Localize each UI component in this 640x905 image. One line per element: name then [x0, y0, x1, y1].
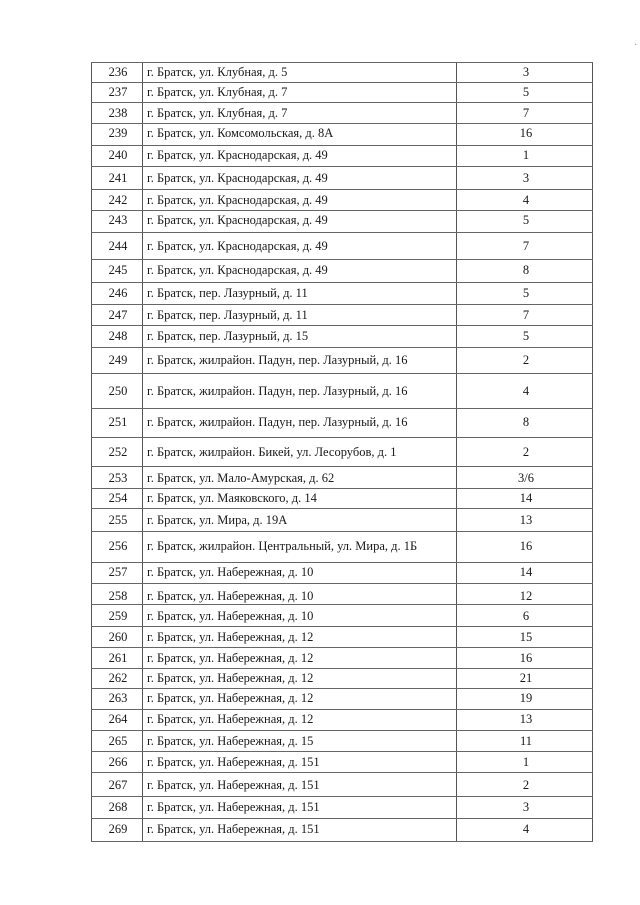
row-address: г. Братск, ул. Комсомольская, д. 8А	[147, 126, 334, 140]
row-divider	[91, 232, 593, 233]
row-address: г. Братск, ул. Краснодарская, д. 49	[147, 148, 328, 162]
row-divider	[91, 688, 593, 689]
row-address: г. Братск, ул. Набережная, д. 15	[147, 734, 314, 748]
row-divider	[91, 508, 593, 509]
row-address: г. Братск, ул. Набережная, д. 151	[147, 755, 320, 769]
row-divider	[91, 347, 593, 348]
row-divider	[91, 772, 593, 773]
edge-mark: ·	[634, 40, 638, 51]
row-number: 267	[108, 778, 128, 792]
row-number: 243	[108, 213, 128, 227]
row-quantity: 5	[522, 213, 530, 227]
row-quantity: 16	[519, 126, 533, 140]
row-divider	[91, 531, 593, 532]
row-number: 250	[108, 384, 128, 398]
row-divider	[91, 62, 593, 63]
row-address: г. Братск, пер. Лазурный, д. 11	[147, 286, 308, 300]
row-number: 247	[108, 308, 128, 322]
row-quantity: 6	[522, 609, 530, 623]
row-quantity: 16	[519, 651, 533, 665]
row-quantity: 13	[519, 712, 533, 726]
row-divider	[91, 562, 593, 563]
row-number: 254	[108, 491, 128, 505]
row-quantity: 3	[522, 800, 530, 814]
row-address: г. Братск, ул. Краснодарская, д. 49	[147, 171, 328, 185]
row-quantity: 2	[522, 778, 530, 792]
row-quantity: 5	[522, 286, 530, 300]
row-address: г. Братск, жилрайон. Падун, пер. Лазурный, д. 16	[147, 415, 408, 429]
row-divider	[91, 166, 593, 167]
row-number: 266	[108, 755, 128, 769]
row-address: г. Братск, ул. Маяковского, д. 14	[147, 491, 317, 505]
row-number: 239	[108, 126, 128, 140]
row-number: 249	[108, 353, 128, 367]
row-quantity: 5	[522, 85, 530, 99]
row-divider	[91, 259, 593, 260]
row-address: г. Братск, ул. Набережная, д. 12	[147, 712, 314, 726]
row-quantity: 7	[522, 239, 530, 253]
row-address: г. Братск, ул. Клубная, д. 7	[147, 85, 288, 99]
row-divider	[91, 210, 593, 211]
row-quantity: 19	[519, 691, 533, 705]
row-address: г. Братск, ул. Набережная, д. 10	[147, 589, 314, 603]
row-quantity: 2	[522, 445, 530, 459]
row-quantity: 3	[522, 171, 530, 185]
row-number: 264	[108, 712, 128, 726]
row-divider	[91, 408, 593, 409]
row-number: 268	[108, 800, 128, 814]
row-number: 245	[108, 263, 128, 277]
row-address: г. Братск, ул. Набережная, д. 12	[147, 630, 314, 644]
row-divider	[91, 604, 593, 605]
row-quantity: 15	[519, 630, 533, 644]
row-number: 237	[108, 85, 128, 99]
row-quantity: 4	[522, 384, 530, 398]
row-number: 269	[108, 822, 128, 836]
row-divider	[91, 304, 593, 305]
row-number: 258	[108, 589, 128, 603]
row-divider	[91, 373, 593, 374]
row-divider	[91, 145, 593, 146]
row-number: 246	[108, 286, 128, 300]
row-quantity: 11	[519, 734, 533, 748]
row-number: 253	[108, 471, 128, 485]
row-number: 251	[108, 415, 128, 429]
row-number: 236	[108, 65, 128, 79]
row-address: г. Братск, ул. Краснодарская, д. 49	[147, 239, 328, 253]
row-quantity: 8	[522, 415, 530, 429]
row-divider	[91, 102, 593, 103]
right-border	[592, 62, 593, 841]
row-number: 242	[108, 193, 128, 207]
number-divider	[142, 62, 143, 841]
row-divider	[91, 466, 593, 467]
row-divider	[91, 841, 593, 842]
row-divider	[91, 647, 593, 648]
row-address: г. Братск, ул. Клубная, д. 7	[147, 106, 288, 120]
row-divider	[91, 626, 593, 627]
row-address: г. Братск, ул. Краснодарская, д. 49	[147, 193, 328, 207]
row-divider	[91, 796, 593, 797]
row-address: г. Братск, ул. Набережная, д. 151	[147, 778, 320, 792]
row-address: г. Братск, ул. Набережная, д. 12	[147, 691, 314, 705]
row-number: 257	[108, 565, 128, 579]
row-number: 241	[108, 171, 128, 185]
row-quantity: 1	[522, 148, 530, 162]
row-number: 256	[108, 539, 128, 553]
row-quantity: 4	[522, 822, 530, 836]
row-address: г. Братск, жилрайон. Центральный, ул. Мира, д. 1Б	[147, 539, 418, 553]
row-address: г. Братск, ул. Мира, д. 19А	[147, 513, 288, 527]
row-number: 255	[108, 513, 128, 527]
row-divider	[91, 82, 593, 83]
row-number: 252	[108, 445, 128, 459]
row-number: 244	[108, 239, 128, 253]
row-quantity: 3	[522, 65, 530, 79]
row-number: 265	[108, 734, 128, 748]
row-address: г. Братск, ул. Набережная, д. 10	[147, 565, 314, 579]
row-divider	[91, 488, 593, 489]
row-divider	[91, 583, 593, 584]
row-divider	[91, 709, 593, 710]
row-address: г. Братск, жилрайон. Падун, пер. Лазурный, д. 16	[147, 384, 408, 398]
row-quantity: 3/6	[518, 471, 534, 485]
row-number: 259	[108, 609, 128, 623]
row-quantity: 2	[522, 353, 530, 367]
row-quantity: 8	[522, 263, 530, 277]
row-divider	[91, 282, 593, 283]
row-number: 248	[108, 329, 128, 343]
row-number: 238	[108, 106, 128, 120]
row-quantity: 4	[522, 193, 530, 207]
left-border	[91, 62, 92, 841]
row-quantity: 7	[522, 106, 530, 120]
row-quantity: 5	[522, 329, 530, 343]
row-address: г. Братск, ул. Краснодарская, д. 49	[147, 213, 328, 227]
row-quantity: 12	[519, 589, 533, 603]
row-divider	[91, 818, 593, 819]
row-quantity: 7	[522, 308, 530, 322]
row-address: г. Братск, ул. Набережная, д. 12	[147, 671, 314, 685]
row-address: г. Братск, ул. Набережная, д. 151	[147, 800, 320, 814]
row-divider	[91, 751, 593, 752]
row-divider	[91, 437, 593, 438]
row-address: г. Братск, жилрайон. Бикей, ул. Лесорубов, д. 1	[147, 445, 397, 459]
row-divider	[91, 730, 593, 731]
row-divider	[91, 189, 593, 190]
row-number: 240	[108, 148, 128, 162]
row-quantity: 16	[519, 539, 533, 553]
row-quantity: 14	[519, 565, 533, 579]
row-address: г. Братск, ул. Мало-Амурская, д. 62	[147, 471, 335, 485]
row-quantity: 1	[522, 755, 530, 769]
row-address: г. Братск, ул. Набережная, д. 12	[147, 651, 314, 665]
row-number: 262	[108, 671, 128, 685]
row-address: г. Братск, жилрайон. Падун, пер. Лазурный, д. 16	[147, 353, 408, 367]
row-number: 260	[108, 630, 128, 644]
row-quantity: 14	[519, 491, 533, 505]
row-address: г. Братск, пер. Лазурный, д. 11	[147, 308, 308, 322]
row-divider	[91, 123, 593, 124]
row-address: г. Братск, ул. Клубная, д. 5	[147, 65, 288, 79]
row-quantity: 13	[519, 513, 533, 527]
row-divider	[91, 325, 593, 326]
address-divider	[456, 62, 457, 841]
row-address: г. Братск, ул. Набережная, д. 151	[147, 822, 320, 836]
row-address: г. Братск, ул. Краснодарская, д. 49	[147, 263, 328, 277]
row-quantity: 21	[519, 671, 533, 685]
row-divider	[91, 668, 593, 669]
row-number: 263	[108, 691, 128, 705]
row-address: г. Братск, пер. Лазурный, д. 15	[147, 329, 309, 343]
row-number: 261	[108, 651, 128, 665]
row-address: г. Братск, ул. Набережная, д. 10	[147, 609, 314, 623]
